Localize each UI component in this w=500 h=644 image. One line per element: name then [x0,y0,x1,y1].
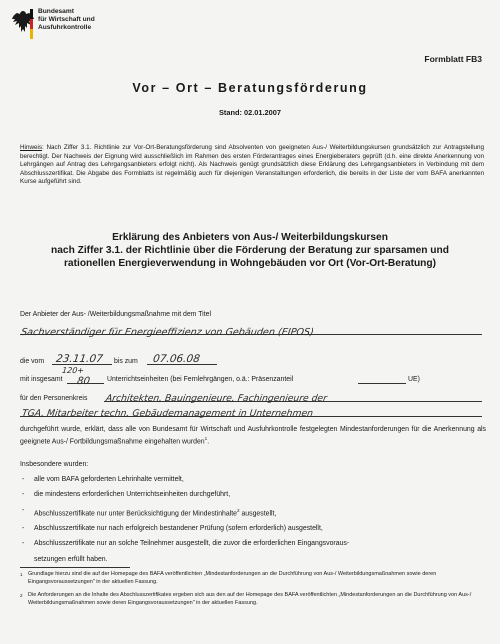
flag-stripe-gold [30,29,33,39]
heading-line-2: nach Ziffer 3.1. der Richtlinie über die Förderung der Beratung zur sparsamen und [51,245,449,257]
durchgefuehrt-text: durchgeführt wurde, erklärt, dass alle von Bundesamt für Wirtschaft und Ausfuhrkontrolle festgelegten Mindestanforderungen für die Anerkennung als geeignete Aus-/ Fortbildungsmaßnahme eingehalten wurden [20,426,486,446]
org-line-2: für Wirtschaft und [38,16,95,23]
dash-bullet: - [22,491,25,499]
personenkreis-field-1[interactable] [104,388,482,402]
list-item [20,503,490,522]
personenkreis-label: für den Personenkreis [20,395,88,402]
flag-stripe-red [30,19,33,29]
titel-value: Sachverständiger für Energieeffizienz von Gebäuden (EIPOS) [20,327,315,338]
footnote-1-text: Grundlage hierzu sind die auf der Homepage des BAFA veröffentlichten „Mindestanforderungen an die Durchführung von Aus-/ Weiterbildungsmaßnahmen sowie deren Eingangsvoraussetzungen" in der aktuellen Fassung. [28,571,437,585]
list-item [20,536,490,551]
footnote-2 [20,592,485,607]
insgesamt-label: mit insgesamt [20,376,63,383]
durchgefuehrt-end: . [207,438,210,446]
flag-stripe-black [30,9,33,19]
org-line-1: Bundesamt [38,8,74,15]
org-name [38,8,95,32]
ue-text: Unterrichtseinheiten (bei Fernlehrgängen, o.ä.: Präsenzanteil [107,376,294,383]
titel-field[interactable] [20,322,482,338]
german-flag-bar [30,9,33,39]
footnote-1 [20,571,485,586]
footnote-2-number: 2 [20,593,23,598]
bis-label: bis zum [114,358,138,365]
ue-extra-value: 120+ [61,366,85,375]
hinweis-text: : Nach Ziffer 3.1. Richtlinie zur Vor-Ort-Beratungsförderung sind Absolventen von geeigneten Aus-/ Weiterbildungskursen grundsätzlich zur Antragstellung berechtigt. Der Nachweis der Eignung wird ausschließlich im Rahmen des ersten Förderantrages eines Energieberaters geprüft (d.h. eine direkte Anerkennung von Lehrgängen auf Antrag des Lehrgangsanbieters erfolgt nicht). Als Nachweis genügt grundsätzlich diese Erklärung des Lehrgangsanbieters in Verbindung mit dem Abschlusszertifikat. Die Abgabe des Formblatts ist regelmäßig auch für diejenigen Veranstaltungen erforderlich, die bereits in der Liste der vom BAFA anerkannten Kurse aufgeführt sind. [20,144,484,186]
org-line-3: Ausfuhrkontrolle [38,24,92,31]
bis-value: 07.06.08 [152,353,201,365]
ue-field[interactable] [67,371,104,387]
declaration-heading [0,231,500,271]
footnote-ref-2: 2 [237,507,240,513]
ue-suffix: UE) [408,376,420,383]
list-item-text: Abschlusszertifikate nur unter Berücksichtigung der Mindestinhalte [34,509,237,517]
footnote-1-number: 1 [20,572,23,577]
praesenzanteil-field[interactable] [358,375,406,384]
vom-value: 23.11.07 [55,353,104,365]
footnote-ref-1: 1 [204,436,208,441]
list-item-text: Abschlusszertifikate nur an solche Teilnehmer ausgestellt, die zuvor die erforderlichen Eingangsvoraus- [34,540,350,548]
list-item-text: alle vom BAFA geforderten Lehrinhalte vermittelt, [34,476,184,483]
personenkreis-value-1: Architekten, Bauingenieure, Fachingenieure der [105,393,328,404]
heading-line-1: Erklärung des Anbieters von Aus-/ Weiterbildungskursen [112,232,388,243]
bis-field[interactable] [147,349,217,365]
form-id: Formblatt FB3 [424,54,482,64]
durchgefuehrt-paragraph [20,425,486,446]
list-item [20,487,490,502]
personenkreis-value-2: TGA, Mitarbeiter techn. Gebäudemanagement in Unternehmen [21,408,314,419]
heading-line-3: rationellen Energieverwendung in Wohngebäuden vor Ort (Vor-Ort-Beratung) [63,258,437,270]
list-item-continuation [20,552,490,567]
stand-date: Stand: 02.01.2007 [218,108,282,117]
list-item [20,521,490,536]
anbieter-label: Der Anbieter der Aus- /Weiterbildungsmaßnahme mit dem Titel [20,311,211,318]
hinweis-paragraph [20,144,484,187]
dash-bullet: - [22,525,25,533]
document-title: Vor – Ort – Beratungsförderung [132,81,368,95]
list-item-text: Abschlusszertifikate nur nach erfolgreich bestandener Prüfung (sofern erforderlich) ausgestellt, [34,525,323,533]
insbesondere-label: Insbesondere wurden: [20,461,89,468]
personenkreis-field-2[interactable] [20,403,482,417]
vom-field[interactable] [52,349,112,365]
list-item-end: ausgestellt, [239,509,277,517]
ue-value: 80 [76,376,91,387]
dash-bullet: - [22,476,25,483]
list-item-text: setzungen erfüllt haben. [34,555,108,563]
hinweis-label: Hinweis [20,144,43,151]
footnote-2-text: Die Anforderungen an die Inhalte des Abschlusszertifikates ergeben sich aus den auf der Homepage des BAFA veröffentlichten „Mindestanforderungen an die Durchführung von Aus-/ Weiterbildungsmaßnahmen sowie deren Eingangsvoraussetzungen" in der aktuellen Fassung. [28,592,472,606]
dash-bullet: - [22,506,25,514]
list-item [20,472,490,487]
list-item-text: die mindestens erforderlichen Unterrichtseinheiten durchgeführt, [34,491,231,499]
requirements-list [20,472,490,567]
vom-label: die vom [20,358,45,365]
dash-bullet: - [22,540,25,548]
footnote-divider [20,567,130,568]
